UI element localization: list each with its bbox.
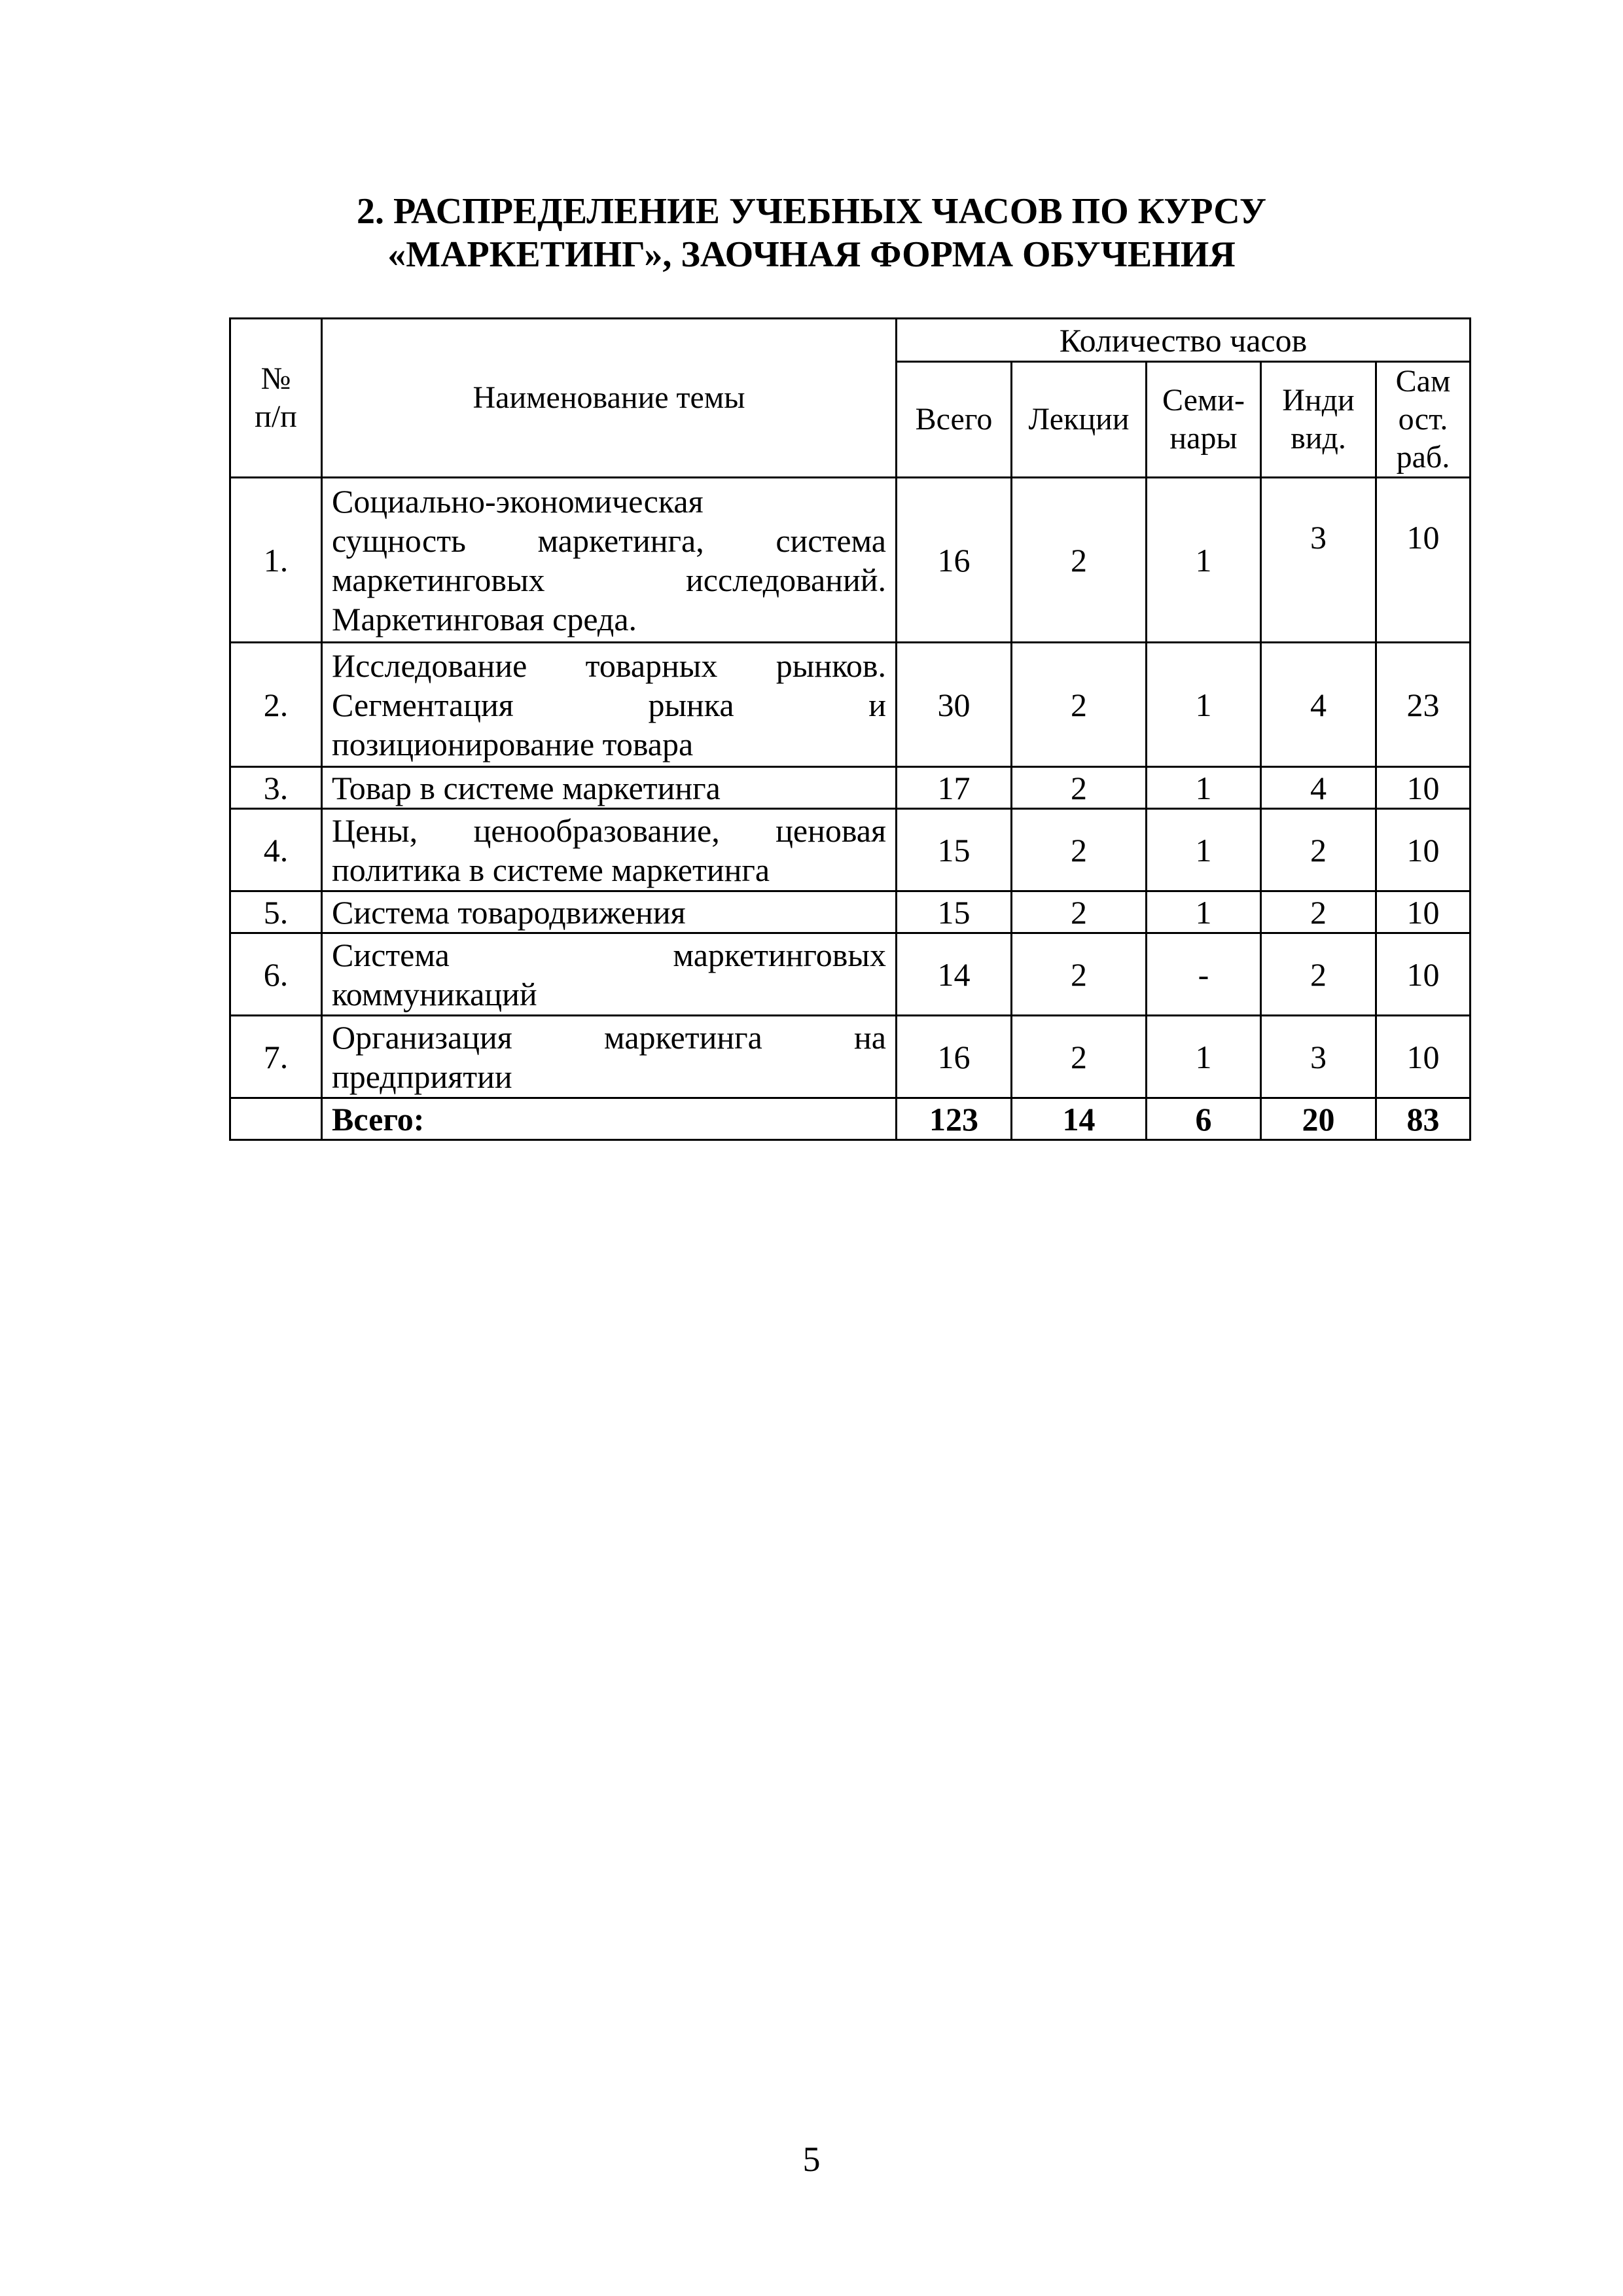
- topic-line: предприятии: [332, 1058, 512, 1095]
- row-self: 10: [1376, 1016, 1471, 1098]
- topic-line: Система товародвижения: [332, 893, 686, 931]
- header-topic: Наименование темы: [322, 319, 897, 478]
- row-indiv: 3: [1261, 478, 1376, 643]
- totals-label: Всего:: [322, 1098, 897, 1140]
- row-self: 10: [1376, 478, 1471, 643]
- header-lectures: Лекции: [1012, 362, 1147, 478]
- row-indiv: 3: [1261, 1016, 1376, 1098]
- row-indiv: 4: [1261, 643, 1376, 767]
- topic-line: Организация маркетинга на: [332, 1018, 886, 1056]
- row-seminars: 1: [1147, 478, 1261, 643]
- topic-line: позиционирование товара: [332, 725, 694, 762]
- page-number: 5: [802, 2140, 821, 2179]
- row-total: 15: [897, 891, 1012, 933]
- totals-seminars: 6: [1147, 1098, 1261, 1140]
- topic-line: Сегментация рынка и: [332, 686, 886, 723]
- row-topic: [322, 891, 897, 933]
- topic-line: Цены, ценообразование, ценовая: [332, 812, 886, 849]
- row-total: 14: [897, 933, 1012, 1016]
- header-total: Всего: [897, 362, 1012, 478]
- header-self-line-2: ост.: [1398, 402, 1448, 437]
- hours-distribution-table: [229, 317, 1471, 1141]
- section-title: [0, 190, 1623, 276]
- row-num: 4.: [230, 809, 322, 891]
- totals-indiv: 20: [1261, 1098, 1376, 1140]
- table-row: [230, 1016, 1471, 1098]
- table-row: [230, 643, 1471, 767]
- header-self-line-1: Сам: [1395, 364, 1451, 399]
- row-total: 17: [897, 767, 1012, 809]
- row-total: 30: [897, 643, 1012, 767]
- row-num: 2.: [230, 643, 322, 767]
- row-self: 10: [1376, 767, 1471, 809]
- row-topic: [322, 809, 897, 891]
- row-lectures: 2: [1012, 478, 1147, 643]
- topic-line: коммуникаций: [332, 975, 537, 1013]
- row-indiv: 2: [1261, 933, 1376, 1016]
- header-self-line-3: раб.: [1396, 440, 1450, 475]
- row-seminars: 1: [1147, 1016, 1261, 1098]
- row-topic: [322, 1016, 897, 1098]
- totals-self: 83: [1376, 1098, 1471, 1140]
- table-row: [230, 809, 1471, 891]
- topic-line: Социально-экономическая: [332, 482, 704, 520]
- row-num: 6.: [230, 933, 322, 1016]
- totals-lectures: 14: [1012, 1098, 1147, 1140]
- table-row: [230, 478, 1471, 643]
- header-hours-group: Количество часов: [897, 319, 1471, 362]
- header-row-1: [230, 319, 1471, 362]
- topic-line: политика в системе маркетинга: [332, 851, 770, 888]
- row-indiv: 2: [1261, 891, 1376, 933]
- section-title-line-2: «МАРКЕТИНГ», ЗАОЧНАЯ ФОРМА ОБУЧЕНИЯ: [387, 234, 1236, 275]
- row-lectures: 2: [1012, 643, 1147, 767]
- table-row: [230, 891, 1471, 933]
- row-total: 15: [897, 809, 1012, 891]
- row-seminars: 1: [1147, 809, 1261, 891]
- topic-line: сущность маркетинга, система: [332, 522, 886, 559]
- row-seminars: 1: [1147, 643, 1261, 767]
- row-seminars: 1: [1147, 767, 1261, 809]
- header-num-line-1: №: [260, 361, 291, 396]
- table-row: [230, 767, 1471, 809]
- header-indiv: [1261, 362, 1376, 478]
- topic-line: Маркетинговая среда.: [332, 600, 637, 637]
- row-self: 10: [1376, 891, 1471, 933]
- row-num: 3.: [230, 767, 322, 809]
- row-seminars: -: [1147, 933, 1261, 1016]
- row-seminars: 1: [1147, 891, 1261, 933]
- totals-num: [230, 1098, 322, 1140]
- row-lectures: 2: [1012, 1016, 1147, 1098]
- row-topic: [322, 933, 897, 1016]
- table-row: [230, 933, 1471, 1016]
- row-lectures: 2: [1012, 809, 1147, 891]
- row-num: 5.: [230, 891, 322, 933]
- row-self: 23: [1376, 643, 1471, 767]
- row-lectures: 2: [1012, 767, 1147, 809]
- row-num: 7.: [230, 1016, 322, 1098]
- header-seminars-line-2: нары: [1169, 421, 1238, 456]
- row-indiv: 2: [1261, 809, 1376, 891]
- row-topic: [322, 643, 897, 767]
- topic-line: Исследование товарных рынков.: [332, 647, 886, 684]
- row-lectures: 2: [1012, 933, 1147, 1016]
- totals-row: [230, 1098, 1471, 1140]
- topic-line: маркетинговых исследований.: [332, 561, 886, 598]
- topic-line: Система маркетинговых: [332, 936, 886, 973]
- header-indiv-line-2: вид.: [1291, 421, 1346, 456]
- row-num: 1.: [230, 478, 322, 643]
- header-seminars: [1147, 362, 1261, 478]
- row-self: 10: [1376, 809, 1471, 891]
- row-topic: [322, 767, 897, 809]
- row-lectures: 2: [1012, 891, 1147, 933]
- header-num-line-2: п/п: [255, 399, 297, 434]
- header-self: [1376, 362, 1471, 478]
- header-num: [230, 319, 322, 478]
- row-indiv: 4: [1261, 767, 1376, 809]
- header-seminars-line-1: Семи-: [1162, 383, 1245, 418]
- row-self: 10: [1376, 933, 1471, 1016]
- row-total: 16: [897, 478, 1012, 643]
- topic-line: Товар в системе маркетинга: [332, 769, 721, 806]
- totals-total: 123: [897, 1098, 1012, 1140]
- header-indiv-line-1: Инди: [1282, 383, 1355, 418]
- section-title-line-1: 2. РАСПРЕДЕЛЕНИЕ УЧЕБНЫХ ЧАСОВ ПО КУРСУ: [357, 191, 1266, 232]
- row-topic: [322, 478, 897, 643]
- row-total: 16: [897, 1016, 1012, 1098]
